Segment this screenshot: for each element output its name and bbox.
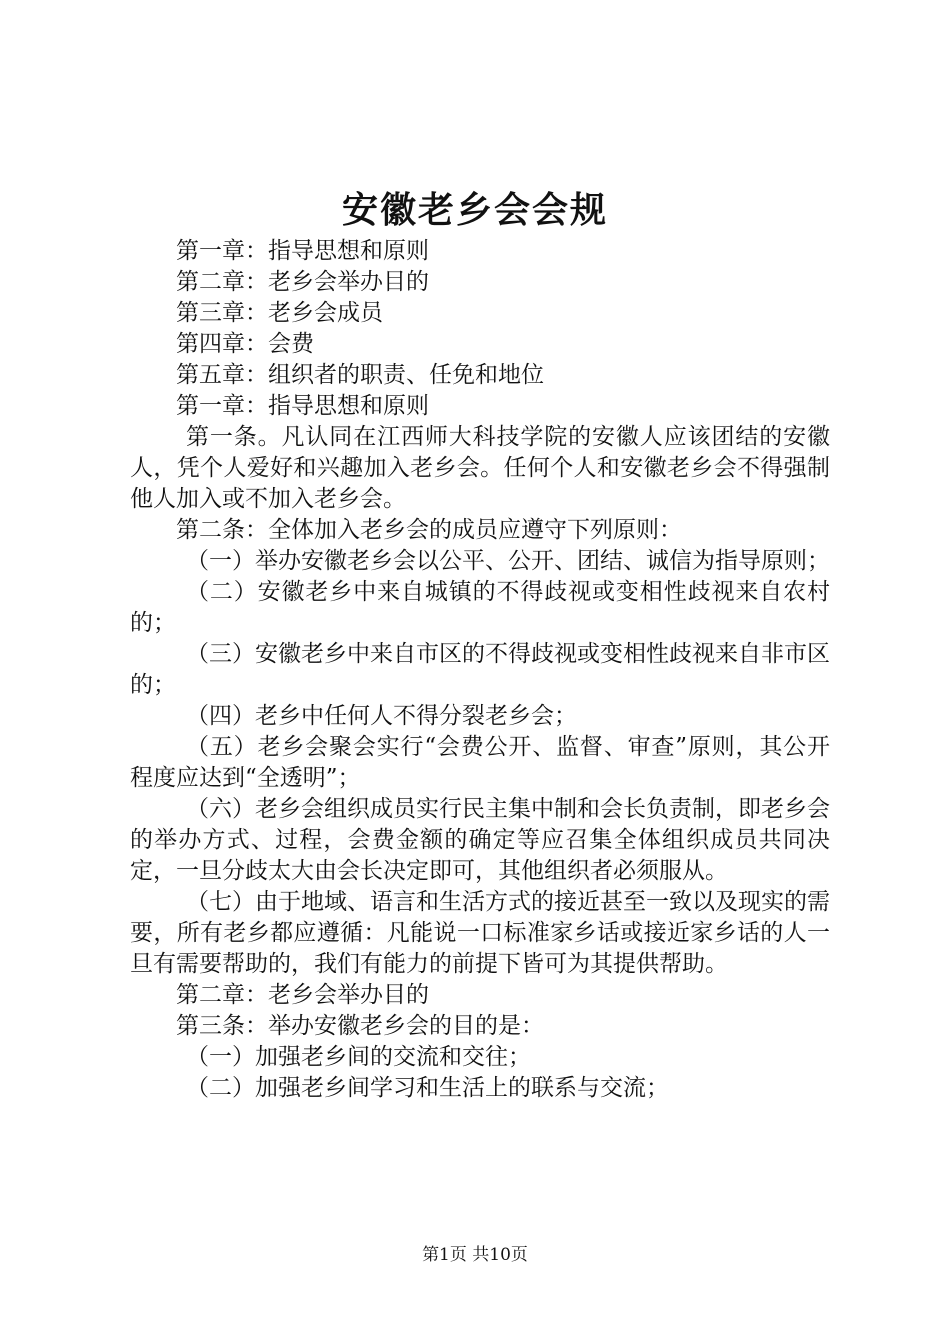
toc-item-3: 第三章：老乡会成员 <box>176 300 383 326</box>
principle-5: （五）老乡会聚会实行“会费公开、监督、审查”原则，其公开程度应达到“全透明”； <box>130 734 830 791</box>
principle-4: （四）老乡中任何人不得分裂老乡会； <box>186 703 577 729</box>
article-2: 第二条：全体加入老乡会的成员应遵守下列原则： <box>176 517 682 543</box>
principle-1: （一）举办安徽老乡会以公平、公开、团结、诚信为指导原则； <box>186 548 830 574</box>
document-title: 安徽老乡会会规 <box>341 189 608 231</box>
article-1: 第一条。凡认同在江西师大科技学院的安徽人应该团结的安徽人，凭个人爱好和兴趣加入老乡会。任何个人和安徽老乡会不得强制他人加入或不加入老乡会。 <box>130 424 830 512</box>
toc-item-4: 第四章：会费 <box>176 331 314 357</box>
principle-2: （二）安徽老乡中来自城镇的不得歧视或变相性歧视来自农村的； <box>130 579 830 636</box>
document-body <box>130 236 830 1104</box>
chapter-heading-1: 第一章：指导思想和原则 <box>176 393 429 419</box>
chapter-heading-2: 第二章：老乡会举办目的 <box>176 982 429 1008</box>
toc-item-1: 第一章：指导思想和原则 <box>176 238 429 264</box>
principle-3: （三）安徽老乡中来自市区的不得歧视或变相性歧视来自非市区的； <box>130 641 830 698</box>
principle-7: （七）由于地域、语言和生活方式的接近甚至一致以及现实的需要，所有老乡都应遵循：凡能说一口标准家乡话或接近家乡话的人一旦有需要帮助的，我们有能力的前提下皆可为其提供帮助。 <box>130 889 830 977</box>
article-3: 第三条：举办安徽老乡会的目的是： <box>176 1013 544 1039</box>
page-footer: 第1页 共10页 <box>422 1245 528 1265</box>
toc-item-5: 第五章：组织者的职责、任免和地位 <box>176 362 544 388</box>
purpose-1: （一）加强老乡间的交流和交往； <box>186 1044 531 1070</box>
principle-6: （六）老乡会组织成员实行民主集中制和会长负责制，即老乡会的举办方式、过程，会费金额的确定等应召集全体组织成员共同决定，一旦分歧太大由会长决定即可，其他组织者必须服从。 <box>130 796 830 884</box>
purpose-2: （二）加强老乡间学习和生活上的联系与交流； <box>186 1075 669 1101</box>
toc-item-2: 第二章：老乡会举办目的 <box>176 269 429 295</box>
